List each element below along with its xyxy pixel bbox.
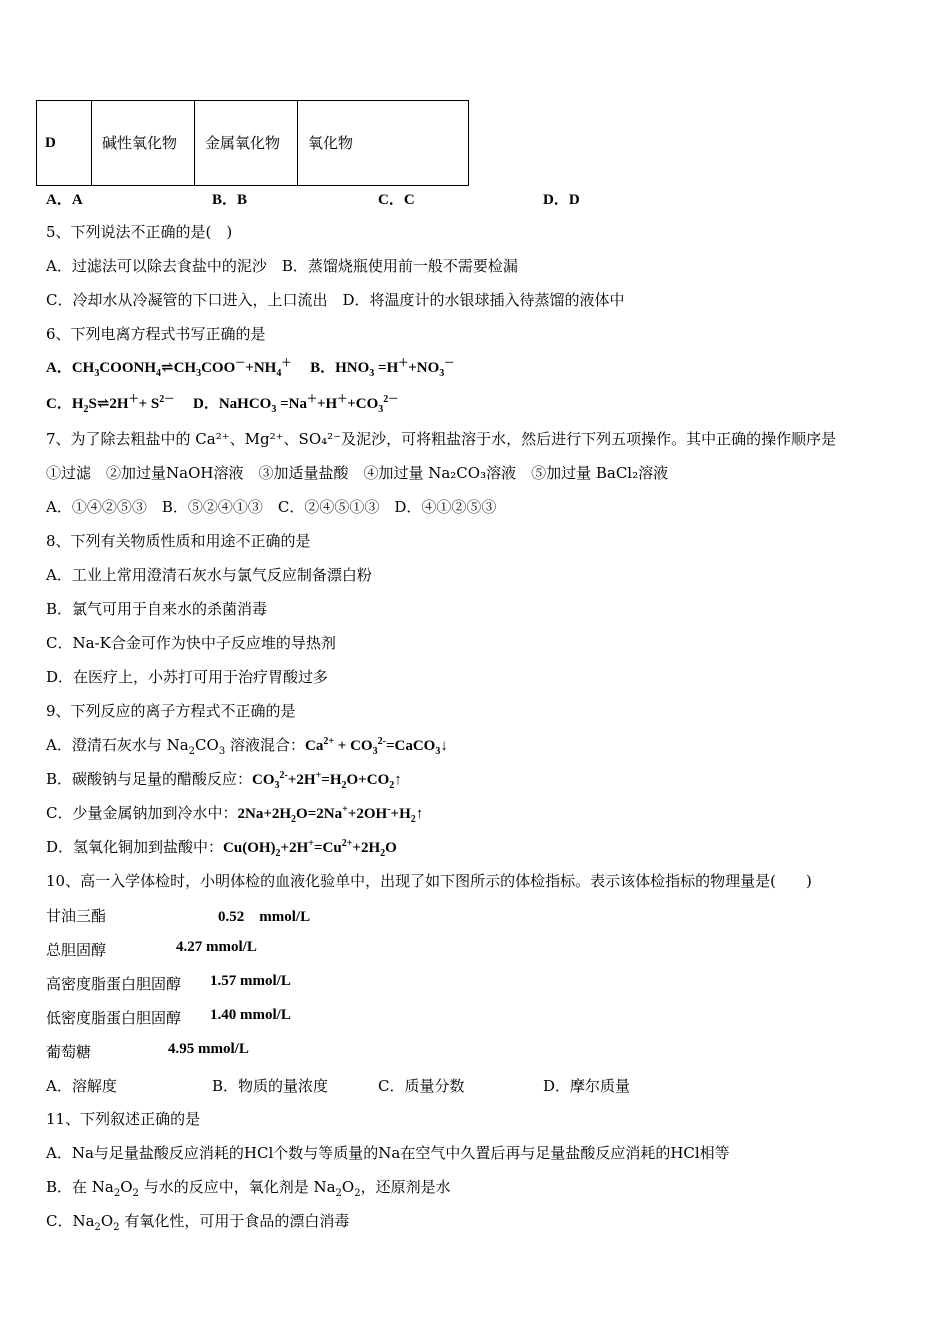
q4-option-a: A．A	[46, 192, 83, 208]
options-table	[36, 100, 469, 186]
question-8-option-a: A．工业上常用澄清石灰水与氯气反应制备漂白粉	[46, 566, 372, 584]
question-11-option-a: A．Na与足量盐酸反应消耗的HCl个数与等质量的Na在空气中久置后再与足量盐酸反应消耗的HCl相等	[46, 1144, 730, 1162]
question-6-options-cd: C．$H_2S\rightleftharpoons 2H^++ S^{2-}$ D．NaHCO$_3$ $=Na^++H^++CO_3^{2-}$	[46, 394, 399, 415]
lab-item-name: 高密度脂蛋白胆固醇	[46, 975, 182, 993]
lab-item-value: 4.95 mmol/L	[168, 1041, 249, 1057]
lab-item-name: 总胆固醇	[46, 941, 107, 959]
question-10-stem: 10、高一入学体检时，小明体检的血液化验单中，出现了如下图所示的体检指标。表示该体检指标的物理量是( )	[46, 872, 812, 890]
table-cell: 碱性氧化物	[92, 101, 195, 186]
lab-item-name: 甘油三酯	[46, 907, 107, 925]
question-9-option-a: A．澄清石灰水与 $Na_2CO_3$ 溶液混合：$Ca^{2+}$ + $CO_3^{2-}=CaCO_3↓$	[46, 736, 448, 757]
question-10-option-a: A．溶解度	[46, 1077, 117, 1095]
q4-option-c: C．C	[378, 192, 415, 208]
table-cell-label: D	[37, 101, 92, 186]
lab-item-value: 1.57 mmol/L	[210, 973, 291, 989]
question-9-option-d: D．氢氧化铜加到盐酸中：$Cu(OH)_2+2H^+=Cu^{2+}+2H_2O$	[46, 838, 397, 859]
question-9-stem: 9、下列反应的离子方程式不正确的是	[46, 702, 296, 720]
question-5-stem: 5、下列说法不正确的是( )	[46, 223, 233, 241]
lab-item-value: 0.52 mmol/L	[218, 909, 311, 925]
table-row	[37, 101, 469, 186]
lab-item-value: 4.27 mmol/L	[176, 939, 257, 955]
question-6-options-ab: A．$CH_3COONH_4\rightleftharpoons CH_3COO^-+NH_4^+$ B．$HNO_3 =H^++NO_3^-$	[46, 358, 455, 379]
question-7-options: A．①④②⑤③ B．⑤②④①③ C．②④⑤①③ D．④①②⑤③	[46, 498, 497, 516]
question-9-option-b: B．碳酸钠与足量的醋酸反应：$CO_3^{2-}+2H^+=H_2O+CO_2↑$	[46, 770, 402, 791]
question-5-line-1: A．过滤法可以除去食盐中的泥沙 B．蒸馏烧瓶使用前一般不需要检漏	[46, 257, 518, 275]
table-cell: 金属氧化物	[195, 101, 298, 186]
lab-item-name: 低密度脂蛋白胆固醇	[46, 1009, 182, 1027]
question-8-option-c: C．Na-K合金可作为快中子反应堆的导热剂	[46, 634, 336, 652]
question-10-option-c: C．质量分数	[378, 1077, 465, 1095]
question-10-option-d: D．摩尔质量	[543, 1077, 631, 1095]
question-9-option-c: C．少量金属钠加到冷水中：$2Na+2H_2O=2Na^++2OH^-+H_2↑$	[46, 804, 424, 825]
question-6-stem: 6、下列电离方程式书写正确的是	[46, 325, 266, 343]
question-11-option-b: B．在 $Na_2O_2$ 与水的反应中，氧化剂是 $Na_2O_2$，还原剂是水	[46, 1178, 451, 1199]
lab-item-name: 葡萄糖	[46, 1043, 92, 1061]
question-11-stem: 11、下列叙述正确的是	[46, 1110, 201, 1128]
table-cell: 氧化物	[298, 101, 469, 186]
question-8-option-b: B．氯气可用于自来水的杀菌消毒	[46, 600, 268, 618]
q4-option-d: D．D	[543, 192, 580, 208]
question-11-option-c: C．$Na_2O_2$ 有氧化性，可用于食品的漂白消毒	[46, 1212, 350, 1233]
lab-item-value: 1.40 mmol/L	[210, 1007, 291, 1023]
question-8-option-d: D．在医疗上，小苏打可用于治疗胃酸过多	[46, 668, 329, 686]
q4-option-b: B．B	[212, 192, 248, 208]
question-7-operations: ①过滤 ②加过量NaOH溶液 ③加适量盐酸 ④加过量 Na₂CO₃溶液 ⑤加过量 BaCl₂溶液	[46, 464, 669, 482]
question-5-line-2: C．冷却水从冷凝管的下口进入，上口流出 D．将温度计的水银球插入待蒸馏的液体中	[46, 291, 625, 309]
question-10-option-b: B．物质的量浓度	[212, 1077, 329, 1095]
question-7-stem: 7、为了除去粗盐中的 Ca²⁺、Mg²⁺、SO₄²⁻及泥沙，可将粗盐溶于水，然后进行下列五项操作。其中正确的操作顺序是	[46, 430, 837, 448]
question-8-stem: 8、下列有关物质性质和用途不正确的是	[46, 532, 311, 550]
